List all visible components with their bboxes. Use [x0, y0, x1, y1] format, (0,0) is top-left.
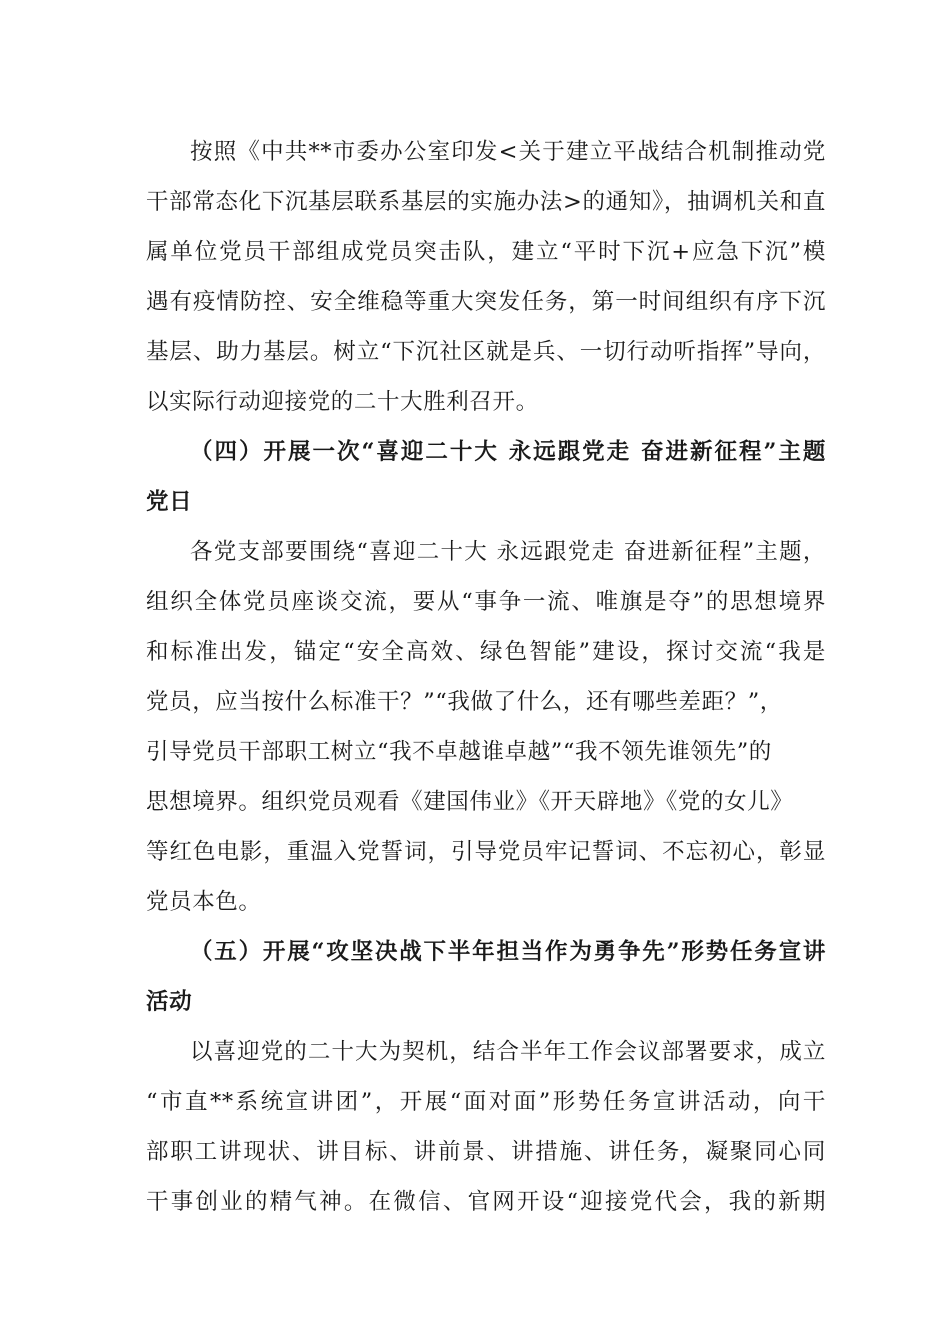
text-line: 以喜迎党的二十大为契机，结合半年工作会议部署要求，成立: [190, 1039, 826, 1065]
text-line: 引导党员干部职工树立“我不卓越谁卓越”“我不领先谁领先”的: [146, 739, 772, 765]
heading-line: （四）开展一次“喜迎二十大 永远跟党走 奋进新征程”主题: [190, 439, 826, 465]
heading-line: （五）开展“攻坚决战下半年担当作为勇争先”形势任务宣讲: [190, 939, 826, 965]
text-line: 干事创业的精气神。在微信、官网开设“迎接党代会，我的新期: [146, 1189, 826, 1215]
text-line: 干部常态化下沉基层联系基层的实施办法>的通知》，抽调机关和直: [146, 189, 826, 215]
heading-line: 党日: [146, 489, 193, 515]
text-line: 部职工讲现状、讲目标、讲前景、讲措施、讲任务，凝聚同心同: [146, 1139, 826, 1165]
text-line: 思想境界。组织党员观看《建国伟业》《开天辟地》《党的女儿》: [146, 789, 794, 815]
text-line: 遇有疫情防控、安全维稳等重大突发任务，第一时间组织有序下沉: [146, 289, 826, 315]
text-line: 基层、助力基层。树立“下沉社区就是兵、一切行动听指挥”导向，: [146, 339, 826, 365]
text-line: 和标准出发，锚定“安全高效、绿色智能”建设，探讨交流“我是: [146, 639, 826, 665]
text-line: 党员，应当按什么标准干？”“我做了什么，还有哪些差距？”，: [146, 689, 783, 715]
text-line: 按照《中共**市委办公室印发<关于建立平战结合机制推动党: [190, 139, 826, 165]
text-line: “市直**系统宣讲团”，开展“面对面”形势任务宣讲活动，向干: [146, 1089, 826, 1115]
text-line: 组织全体党员座谈交流，要从“事争一流、唯旗是夺”的思想境界: [146, 589, 826, 615]
heading-line: 活动: [146, 989, 193, 1015]
text-line: 属单位党员干部组成党员突击队，建立“平时下沉+应急下沉”模: [146, 239, 826, 265]
text-line: 以实际行动迎接党的二十大胜利召开。: [146, 389, 539, 415]
text-line: 党员本色。: [146, 889, 262, 915]
text-line: 各党支部要围绕“喜迎二十大 永远跟党走 奋进新征程”主题，: [190, 539, 826, 565]
text-line: 等红色电影，重温入党誓词，引导党员牢记誓词、不忘初心，彰显: [146, 839, 826, 865]
